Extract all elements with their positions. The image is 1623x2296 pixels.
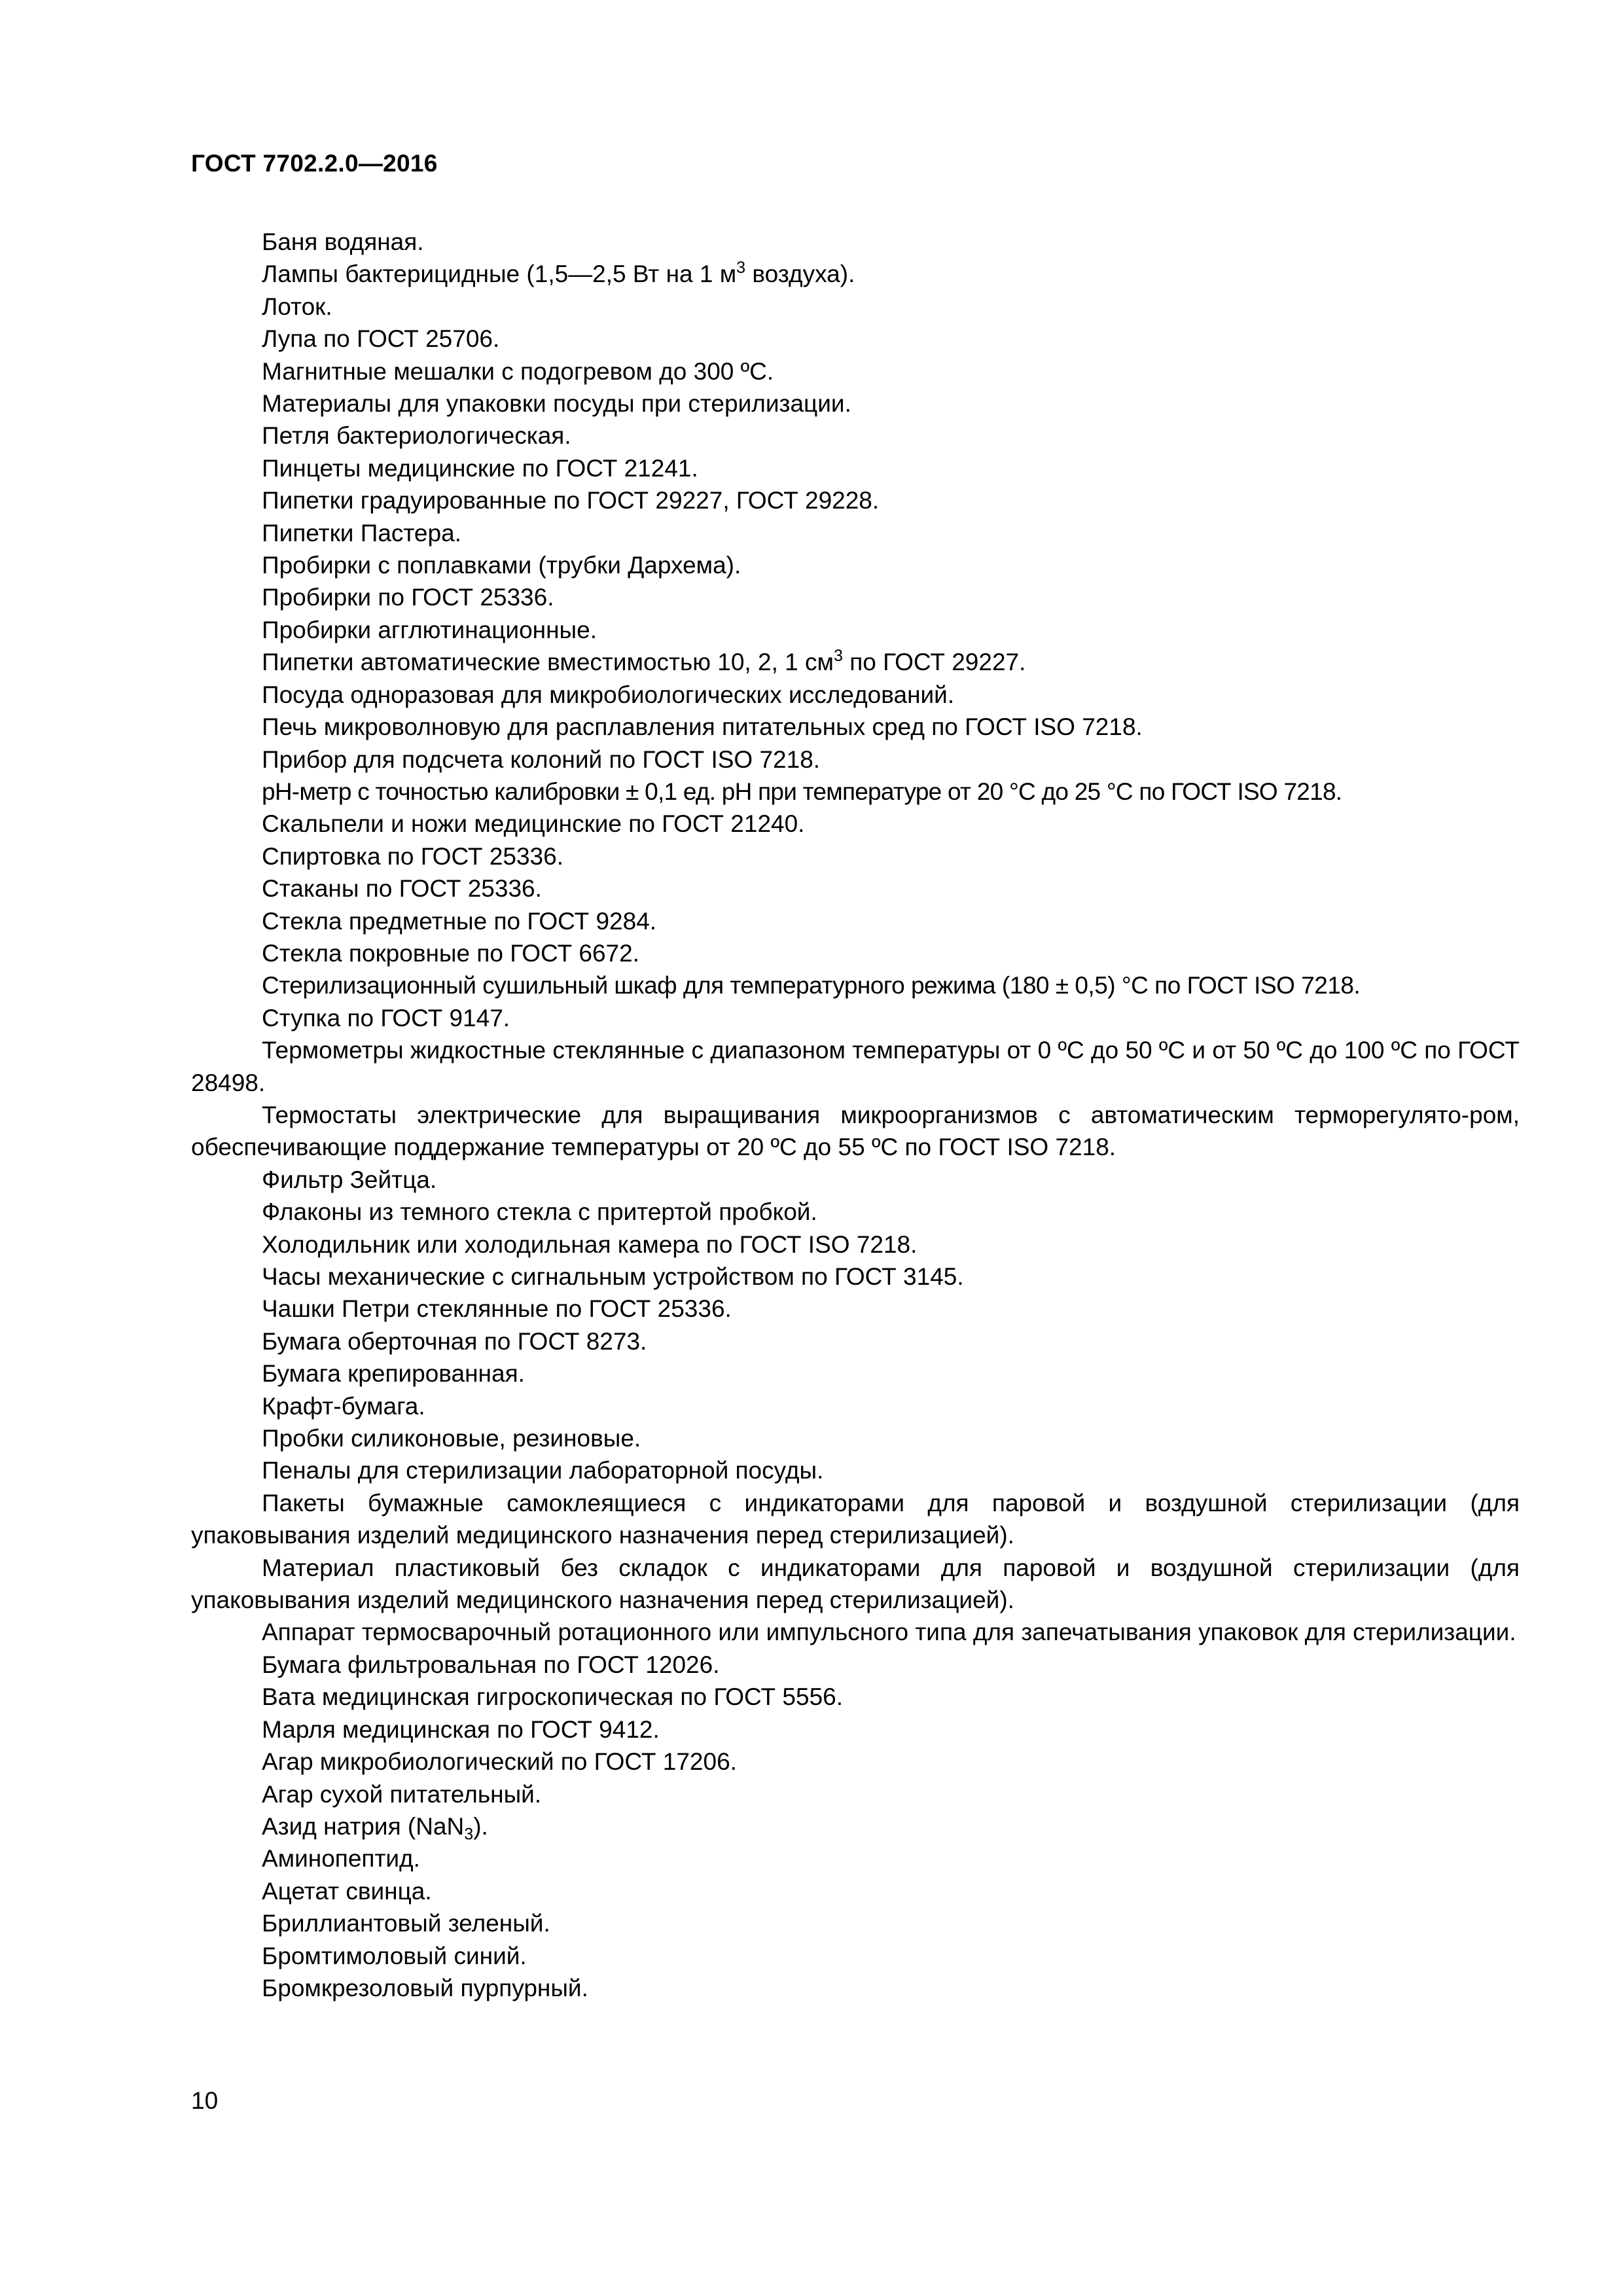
list-item: Пробирки агглютинационные. bbox=[262, 616, 597, 643]
list-item: Бумага крепированная. bbox=[262, 1360, 525, 1388]
list-item: Пробки силиконовые, резиновые. bbox=[262, 1425, 641, 1452]
list-item: Марля медицинская по ГОСТ 9412. bbox=[262, 1715, 660, 1743]
list-item: Агар микробиологический по ГОСТ 17206. bbox=[262, 1748, 737, 1776]
list-item: Стерилизационный сушильный шкаф для температурного режима (180 ± 0,5) °С по ГОСТ ISO 7218. bbox=[262, 972, 1361, 999]
list-item: Пипетки градуированные по ГОСТ 29227, ГОСТ 29228. bbox=[262, 487, 880, 514]
list-item: Холодильник или холодильная камера по ГОСТ ISO 7218. bbox=[262, 1230, 918, 1258]
list-item: Бромтимоловый синий. bbox=[262, 1942, 527, 1969]
list-item: Пробирки с поплавками (трубки Дархема). bbox=[262, 552, 741, 579]
list-item: Аминопептид. bbox=[262, 1845, 420, 1873]
list-item: Бумага оберточная по ГОСТ 8273. bbox=[262, 1327, 647, 1355]
list-item: Аппарат термосварочный ротационного или импульсного типа для запечатывания упаковок для стерилизации. bbox=[262, 1619, 1516, 1646]
list-item: Спиртовка по ГОСТ 25336. bbox=[262, 842, 563, 870]
list-item: Пеналы для стерилизации лабораторной посуды. bbox=[262, 1457, 824, 1484]
list-item: Ступка по ГОСТ 9147. bbox=[262, 1004, 510, 1031]
list-item: Лампы бактерицидные (1,5—2,5 Вт на 1 $м^3$ воздуха). bbox=[262, 259, 855, 288]
equipment-list bbox=[191, 226, 1520, 2004]
list-item: Баня водяная. bbox=[262, 228, 424, 255]
list-item: Ацетат свинца. bbox=[262, 1877, 432, 1905]
list-item: Петля бактериологическая. bbox=[262, 422, 571, 450]
list-item: Часы механические с сигнальным устройством по ГОСТ 3145. bbox=[262, 1263, 964, 1290]
list-item: Пинцеты медицинские по ГОСТ 21241. bbox=[262, 454, 698, 482]
list-item: Скальпели и ножи медицинские по ГОСТ 21240. bbox=[262, 810, 805, 838]
document-header: ГОСТ 7702.2.0—2016 bbox=[191, 150, 438, 177]
list-item: Стаканы по ГОСТ 25336. bbox=[262, 875, 542, 903]
list-item: Пакеты бумажные самоклеящиеся с индикаторами для паровой и воздушной стерилизации (для упаковывания изделий медицинского назначения перед стерилизацией). bbox=[191, 1489, 1520, 1549]
list-item: Посуда одноразовая для микробиологических исследований. bbox=[262, 681, 955, 708]
list-item: Лоток. bbox=[262, 293, 332, 320]
list-item: Стекла предметные по ГОСТ 9284. bbox=[262, 907, 657, 935]
page-number: 10 bbox=[191, 2087, 219, 2114]
list-item: Материал пластиковый без складок с индикаторами для паровой и воздушной стерилизации (для упаковывания изделий медицинского назначения перед стерилизацией). bbox=[191, 1554, 1520, 1614]
list-item: Печь микроволновую для расплавления питательных сред по ГОСТ ISO 7218. bbox=[262, 713, 1143, 741]
list-item: Магнитные мешалки с подогревом до 300 ºС. bbox=[262, 357, 774, 385]
list-item: Фильтр Зейтца. bbox=[262, 1166, 437, 1193]
list-item: Флаконы из темного стекла с притертой пробкой. bbox=[262, 1198, 817, 1226]
list-item: Азид натрия (NaN$_3$). bbox=[262, 1812, 488, 1844]
list-item: Чашки Петри стеклянные по ГОСТ 25336. bbox=[262, 1295, 732, 1323]
list-item: Материалы для упаковки посуды при стерилизации. bbox=[262, 390, 851, 418]
list-item: Лупа по ГОСТ 25706. bbox=[262, 325, 500, 353]
list-item: Пипетки Пастера. bbox=[262, 519, 461, 547]
list-item: Термометры жидкостные стеклянные с диапазоном температуры от 0 ºС до 50 ºС и от 50 ºС до 100 ºС по ГОСТ 28498. bbox=[191, 1037, 1520, 1096]
list-item: pH-метр с точностью калибровки ± 0,1 ед. pH при температуре от 20 °С до 25 °С по ГОСТ ISO 7218. bbox=[262, 778, 1342, 805]
list-item: Термостаты электрические для выращивания микроорганизмов с автоматическим терморегулято-ром, обеспечивающие поддержание температуры от 20 ºС до 55 ºС по ГОСТ ISO 7218. bbox=[191, 1101, 1520, 1161]
list-item: Пробирки по ГОСТ 25336. bbox=[262, 584, 554, 611]
list-item: Стекла покровные по ГОСТ 6672. bbox=[262, 939, 639, 967]
list-item: Бромкрезоловый пурпурный. bbox=[262, 1974, 588, 2001]
list-item: Вата медицинская гигроскопическая по ГОСТ 5556. bbox=[262, 1683, 844, 1711]
list-item: Крафт-бумага. bbox=[262, 1392, 425, 1420]
list-item: Агар сухой питательный. bbox=[262, 1780, 542, 1808]
list-item: Прибор для подсчета колоний по ГОСТ ISO 7218. bbox=[262, 745, 821, 773]
list-item: Бумага фильтровальная по ГОСТ 12026. bbox=[262, 1651, 720, 1678]
list-item: Пипетки автоматические вместимостью 10, 2, 1 $см^3$ по ГОСТ 29227. bbox=[262, 647, 1026, 676]
list-item: Бриллиантовый зеленый. bbox=[262, 1910, 550, 1937]
